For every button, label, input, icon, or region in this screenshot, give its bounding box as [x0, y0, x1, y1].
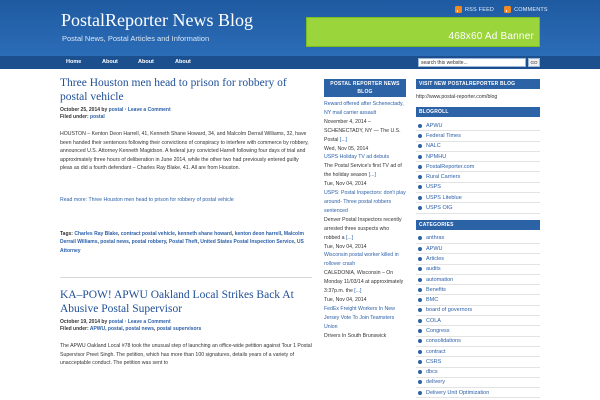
search-go-button[interactable]: GO: [528, 58, 540, 67]
tag-link[interactable]: Charles Ray Blake: [74, 230, 118, 237]
comments-feed-label: COMMENTS: [514, 6, 548, 13]
category-item[interactable]: [416, 388, 540, 398]
bullet-icon: [418, 134, 422, 138]
news-item-text: SCHENECTADY, NY — The U.S. Postal: [324, 127, 401, 143]
blogroll-item[interactable]: [416, 142, 540, 152]
category-item-label: audits: [426, 266, 441, 273]
post-excerpt: The APWU Oakland Local #78 took the unusual step of launching an office-wide petition against Tour 1 Postal Supervisor Preet Singh. The petition, which has more than 100 signatures, details years of a variety of unacceptable conduct. The petition was sent to: [60, 343, 312, 367]
nav-about[interactable]: About: [102, 59, 118, 65]
bullet-icon: [418, 267, 422, 271]
news-sidebar: [324, 79, 406, 340]
news-item-more-link[interactable]: [...]: [345, 234, 354, 241]
rss-icon: [455, 6, 462, 13]
category-item[interactable]: [416, 234, 540, 244]
post-title-link[interactable]: Three Houston men head to prison for robbery of postal vehicle: [60, 77, 287, 103]
post-category-link[interactable]: postal: [90, 113, 105, 120]
news-item-text: The Postal Service's first TV ad of the holiday season: [324, 163, 402, 179]
tag-link[interactable]: contract postal vehicle: [120, 230, 175, 237]
post-by: by: [101, 319, 108, 326]
category-item-label: consolidations: [426, 338, 461, 345]
tag-link[interactable]: kenton deon harrell: [234, 230, 282, 237]
bullet-icon: [418, 196, 422, 200]
category-item[interactable]: [416, 285, 540, 295]
tag-link[interactable]: US Attorney: [60, 239, 304, 254]
post-category-link[interactable]: postal: [107, 325, 123, 332]
ad-banner[interactable]: [306, 17, 540, 47]
site-title[interactable]: PostalReporter News Blog: [61, 10, 253, 30]
category-item-label: Delivery Unit Optimization: [426, 389, 490, 396]
category-item-label: APWU: [426, 245, 443, 252]
news-item-more-link[interactable]: [...]: [354, 288, 362, 295]
news-item-date: Wed, Nov 05, 2014: [324, 145, 369, 152]
leave-comment-link[interactable]: Leave a Comment: [127, 319, 171, 326]
category-item[interactable]: [416, 316, 540, 326]
post-meta: October 19, 2014 by postal · Leave a Comment Filed under: APWU, postal, postal news, postal supervisors: [60, 319, 202, 332]
news-item-text: Drivers In South Brunswick: [324, 332, 387, 339]
news-item-more-link[interactable]: [...]: [368, 172, 376, 179]
post-meta: October 25, 2014 by postal · Leave a Comment Filed under: postal: [60, 107, 171, 120]
bullet-icon: [418, 360, 422, 364]
post: [60, 288, 312, 368]
bullet-icon: [418, 298, 422, 302]
news-item: [324, 100, 406, 145]
blogroll-item-label: Rural Carriers: [426, 174, 461, 181]
blogroll-item[interactable]: [416, 172, 540, 182]
bullet-icon: [418, 165, 422, 169]
category-item-label: COLA: [426, 317, 441, 324]
post-excerpt: HOUSTON – Kenton Deon Harrell, 41, Kenneth Shane Howard, 34, and Malcolm Derrail Williams, 32, have been handed their sentences following their convictions of conspiracy to interfere with commerce by robbery, announced U.S. Attorney Kenneth Magidson. A federal jury convicted Harrell following four days of trial and approximately three hours of deliberation in June 2014, while the other two had previously entered guilty pleas as did a fourth defendant – Charles Ray Blake, 41. All are from Houston.: [60, 131, 309, 172]
category-item-label: automation: [426, 276, 454, 283]
bullet-icon: [418, 247, 422, 251]
nav-home[interactable]: Home: [66, 59, 82, 65]
blogroll-item[interactable]: [416, 193, 540, 203]
tag-link[interactable]: Postal Theft: [168, 239, 198, 246]
filed-under-label: Filed under:: [60, 113, 89, 120]
category-item[interactable]: [416, 347, 540, 357]
post-title-link[interactable]: KA–POW! APWU Oakland Local Strikes Back At Abusive Postal Supervisor: [60, 289, 294, 316]
site-header: [0, 0, 600, 56]
visit-blog-heading: VISIT NEW POSTALREPORTER BLOG: [416, 79, 540, 89]
category-item[interactable]: [416, 295, 540, 305]
categories-list: [416, 234, 540, 399]
blogroll-item-label: PostalReporter.com: [426, 163, 475, 170]
category-item[interactable]: [416, 326, 540, 336]
category-item[interactable]: [416, 265, 540, 275]
feed-links: [455, 5, 548, 14]
news-item-link[interactable]: FedEx Freight Workers In New Jersey Vote To Join Teamsters Union: [324, 305, 395, 330]
news-item-link[interactable]: USPS: Postal Inspectors: don't play around- Three postal robbers sentenced: [324, 190, 406, 214]
blogroll-item[interactable]: [416, 203, 540, 213]
bullet-icon: [418, 155, 422, 159]
news-item-link[interactable]: Wisconsin postal worker killed in rollover crash: [324, 252, 399, 268]
bullet-icon: [418, 391, 422, 395]
blogroll-item-label: APWU: [426, 122, 443, 129]
bullet-icon: [418, 329, 422, 333]
tag-link[interactable]: United States Postal Inspection Service: [200, 239, 295, 246]
blogroll-item-label: USPS Liteblue: [426, 194, 462, 201]
bullet-icon: [418, 236, 422, 240]
bullet-icon: [418, 288, 422, 292]
news-item-date: Tue, Nov 04, 2014: [324, 243, 367, 250]
categories-heading: CATEGORIES: [416, 220, 540, 230]
bullet-icon: [418, 257, 422, 261]
post-author-link[interactable]: postal: [108, 107, 124, 113]
bullet-icon: [418, 308, 422, 312]
category-item-label: Congress: [426, 327, 450, 334]
comments-feed-link[interactable]: [504, 6, 548, 13]
blogroll-item-label: Federal Times: [426, 132, 461, 139]
rss-feed-label: RSS FEED: [465, 6, 495, 13]
post-author-link[interactable]: postal: [108, 319, 124, 326]
news-item: [324, 296, 406, 341]
category-item-label: anthrax: [426, 235, 445, 242]
news-item-date: November 4, 2014 –: [324, 118, 372, 125]
filed-under-label: Filed under:: [60, 325, 89, 332]
bullet-icon: [418, 339, 422, 343]
tag-link[interactable]: kenneth shane howard: [177, 230, 232, 237]
blogroll-item[interactable]: [416, 183, 540, 193]
post-tags: Tags: Charles Ray Blake, contract postal vehicle, kenneth shane howard, kenton deon harrell, Malcolm Derrail Williams, postal news, postal robbery, Postal Theft, United States Postal Inspection Service, US Attorney: [60, 230, 304, 254]
blogroll-item-label: USPS OIG: [426, 205, 453, 212]
bullet-icon: [418, 124, 422, 128]
blogroll-heading: BLOGROLL: [416, 107, 540, 117]
category-item-label: dbcs: [426, 369, 438, 376]
blogroll-item-label: USPS: [426, 184, 441, 191]
blog-url: http://www.postal-reporter.com/blog: [416, 94, 498, 100]
news-item-text: Denver Postal Inspectors recently arrested three suspects who robbed a: [324, 216, 402, 241]
bullet-icon: [418, 278, 422, 282]
category-item[interactable]: [416, 254, 540, 264]
blogroll-item-label: NPMHU: [426, 153, 447, 160]
post-by: by: [101, 107, 108, 113]
category-item-label: delivery: [426, 379, 445, 386]
category-item-label: Articles: [426, 255, 445, 262]
tag-link[interactable]: postal news: [100, 239, 129, 246]
right-sidebar: [416, 79, 540, 398]
search-input[interactable]: [418, 58, 526, 67]
bullet-icon: [418, 380, 422, 384]
leave-comment-link[interactable]: Leave a Comment: [127, 107, 171, 113]
bullet-icon: [418, 350, 422, 354]
post-category-link[interactable]: APWU: [89, 325, 106, 332]
post-category-link[interactable]: postal supervisors: [156, 325, 202, 332]
category-item-label: Benefits: [426, 286, 446, 293]
rss-icon: [504, 6, 511, 13]
rss-feed-link[interactable]: [455, 6, 494, 13]
blogroll-list: [416, 121, 540, 214]
site-description: Postal News, Postal Articles and Information: [62, 34, 210, 43]
category-item[interactable]: [416, 378, 540, 388]
bullet-icon: [418, 319, 422, 323]
news-item: [324, 180, 406, 242]
post-date: October 25, 2014: [60, 107, 101, 113]
news-item-date: Tue, Nov 04, 2014: [324, 296, 367, 303]
category-item[interactable]: [416, 244, 540, 254]
category-item-label: BMC: [426, 297, 439, 304]
blogroll-item[interactable]: [416, 121, 540, 131]
news-item: [324, 145, 406, 181]
ad-banner-text: 468x60 Ad Banner: [448, 31, 534, 42]
category-item-label: CSRS: [426, 358, 442, 365]
category-item[interactable]: [416, 275, 540, 285]
bullet-icon: [418, 175, 422, 179]
category-item[interactable]: [416, 368, 540, 378]
news-item-text: CALEDONIA, Wisconsin – On Monday 11/03/14 at approximately 3:37p.m. the: [324, 270, 404, 295]
blogroll-item-label: NALC: [426, 143, 441, 150]
post-category-link[interactable]: postal news: [125, 325, 155, 332]
news-sidebar-heading: POSTAL REPORTER NEWS BLOG: [324, 79, 406, 97]
bullet-icon: [418, 144, 422, 148]
nav-about[interactable]: About: [175, 59, 191, 65]
category-item[interactable]: [416, 357, 540, 367]
blogroll-item[interactable]: [416, 152, 540, 162]
nav-about[interactable]: About: [138, 59, 154, 65]
tag-link[interactable]: postal robbery: [131, 239, 167, 246]
news-item: [324, 243, 406, 296]
tags-label: Tags:: [60, 230, 73, 237]
category-item[interactable]: [416, 306, 540, 316]
news-item-date: Tue, Nov 04, 2014: [324, 181, 367, 188]
news-item-link[interactable]: Reward offered after Schenectady, NY mail carrier assault: [324, 101, 404, 116]
bullet-icon: [418, 370, 422, 374]
tag-link[interactable]: Malcolm Derrail Williams: [60, 230, 304, 246]
category-item-label: contract: [426, 348, 446, 355]
category-item[interactable]: [416, 337, 540, 347]
bullet-icon: [418, 185, 422, 189]
post-date: October 19, 2014: [60, 319, 101, 326]
main-content: [60, 76, 312, 368]
post-divider: [60, 277, 312, 278]
blogroll-item[interactable]: [416, 131, 540, 141]
post: [60, 76, 312, 278]
blogroll-item[interactable]: [416, 162, 540, 172]
news-item-link[interactable]: USPS Holiday TV ad debuts: [324, 154, 390, 161]
read-more-link[interactable]: Read more: Three Houston men head to prison for robbery of postal vehicle: [60, 196, 234, 203]
news-item-more-link[interactable]: [...]: [339, 136, 348, 143]
category-item-label: board of governors: [426, 307, 473, 314]
bullet-icon: [418, 206, 422, 210]
